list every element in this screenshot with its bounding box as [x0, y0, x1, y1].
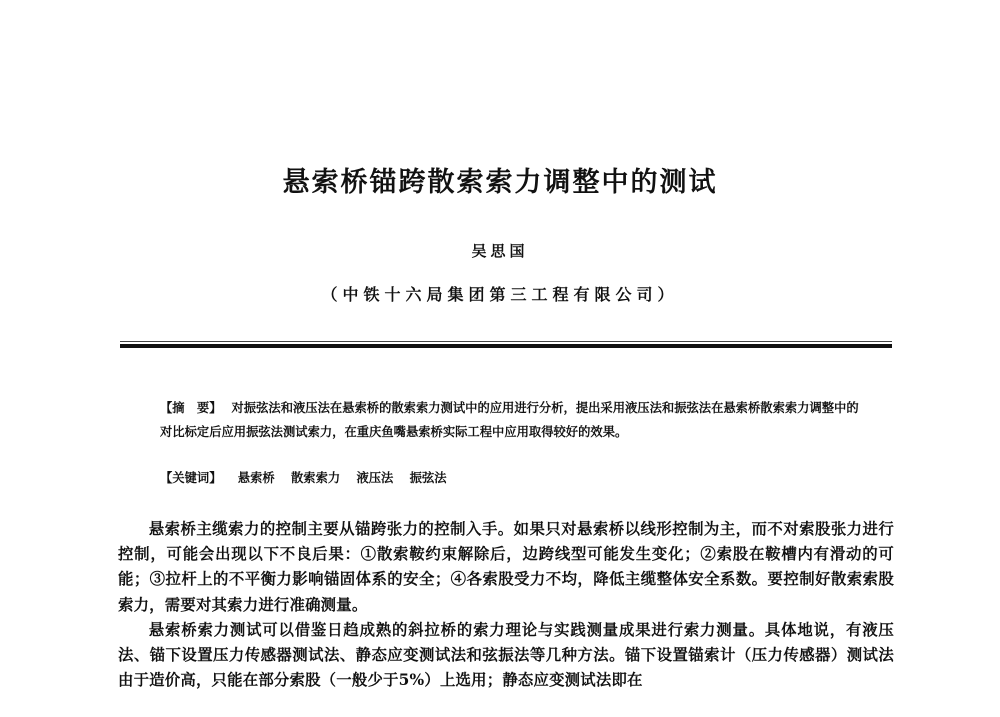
body-paragraph: 悬索桥主缆索力的控制主要从锚跨张力的控制入手。如果只对悬索桥以线形控制为主，而不对索股张力进行控制，可能会出现以下不良后果：①散索鞍约束解除后，边跨线型可能发生变化；②索股在鞍槽内有滑动的可能；③拉杆上的不平衡力影响锚固体系的安全；④各索股受力不均，降低主缆整体安全系数。要控制好散索索股索力，需要对其索力进行准确测量。 [118, 520, 894, 614]
header-divider [120, 341, 892, 351]
keywords-block [160, 468, 860, 488]
abstract-text: 对振弦法和液压法在悬索桥的散索索力测试中的应用进行分析，提出采用液压法和振弦法在悬索桥散索索力调整中的对比标定后应用振弦法测试索力，在重庆鱼嘴悬索桥实际工程中应用取得较好的效果。 [160, 400, 859, 439]
keyword-item: 液压法 [356, 470, 394, 485]
divider-thick-line [120, 344, 892, 348]
abstract-block [160, 396, 860, 444]
abstract-label: 【摘 要】 [160, 400, 222, 415]
author-affiliation: （中铁十六局集团第三工程有限公司） [321, 285, 679, 304]
author-name: 吴思国 [471, 242, 529, 260]
keyword-item: 振弦法 [409, 470, 447, 485]
keyword-item: 散索索力 [290, 470, 341, 485]
body-text [118, 517, 894, 693]
divider-thin-line [120, 341, 892, 342]
keywords-label: 【关键词】 [160, 470, 222, 485]
body-paragraph: 悬索桥索力测试可以借鉴日趋成熟的斜拉桥的索力理论与实践测量成果进行索力测量。具体地说，有液压法、锚下设置压力传感器测试法、静态应变测试法和弦振法等几种方法。锚下设置锚索计（压力传感器）测试法由于造价高，只能在部分索股（一般少于5%）上选用；静态应变测试法即在 [118, 620, 894, 690]
paper-title: 悬索桥锚跨散索索力调整中的测试 [282, 167, 718, 198]
keyword-item: 悬索桥 [237, 470, 275, 485]
